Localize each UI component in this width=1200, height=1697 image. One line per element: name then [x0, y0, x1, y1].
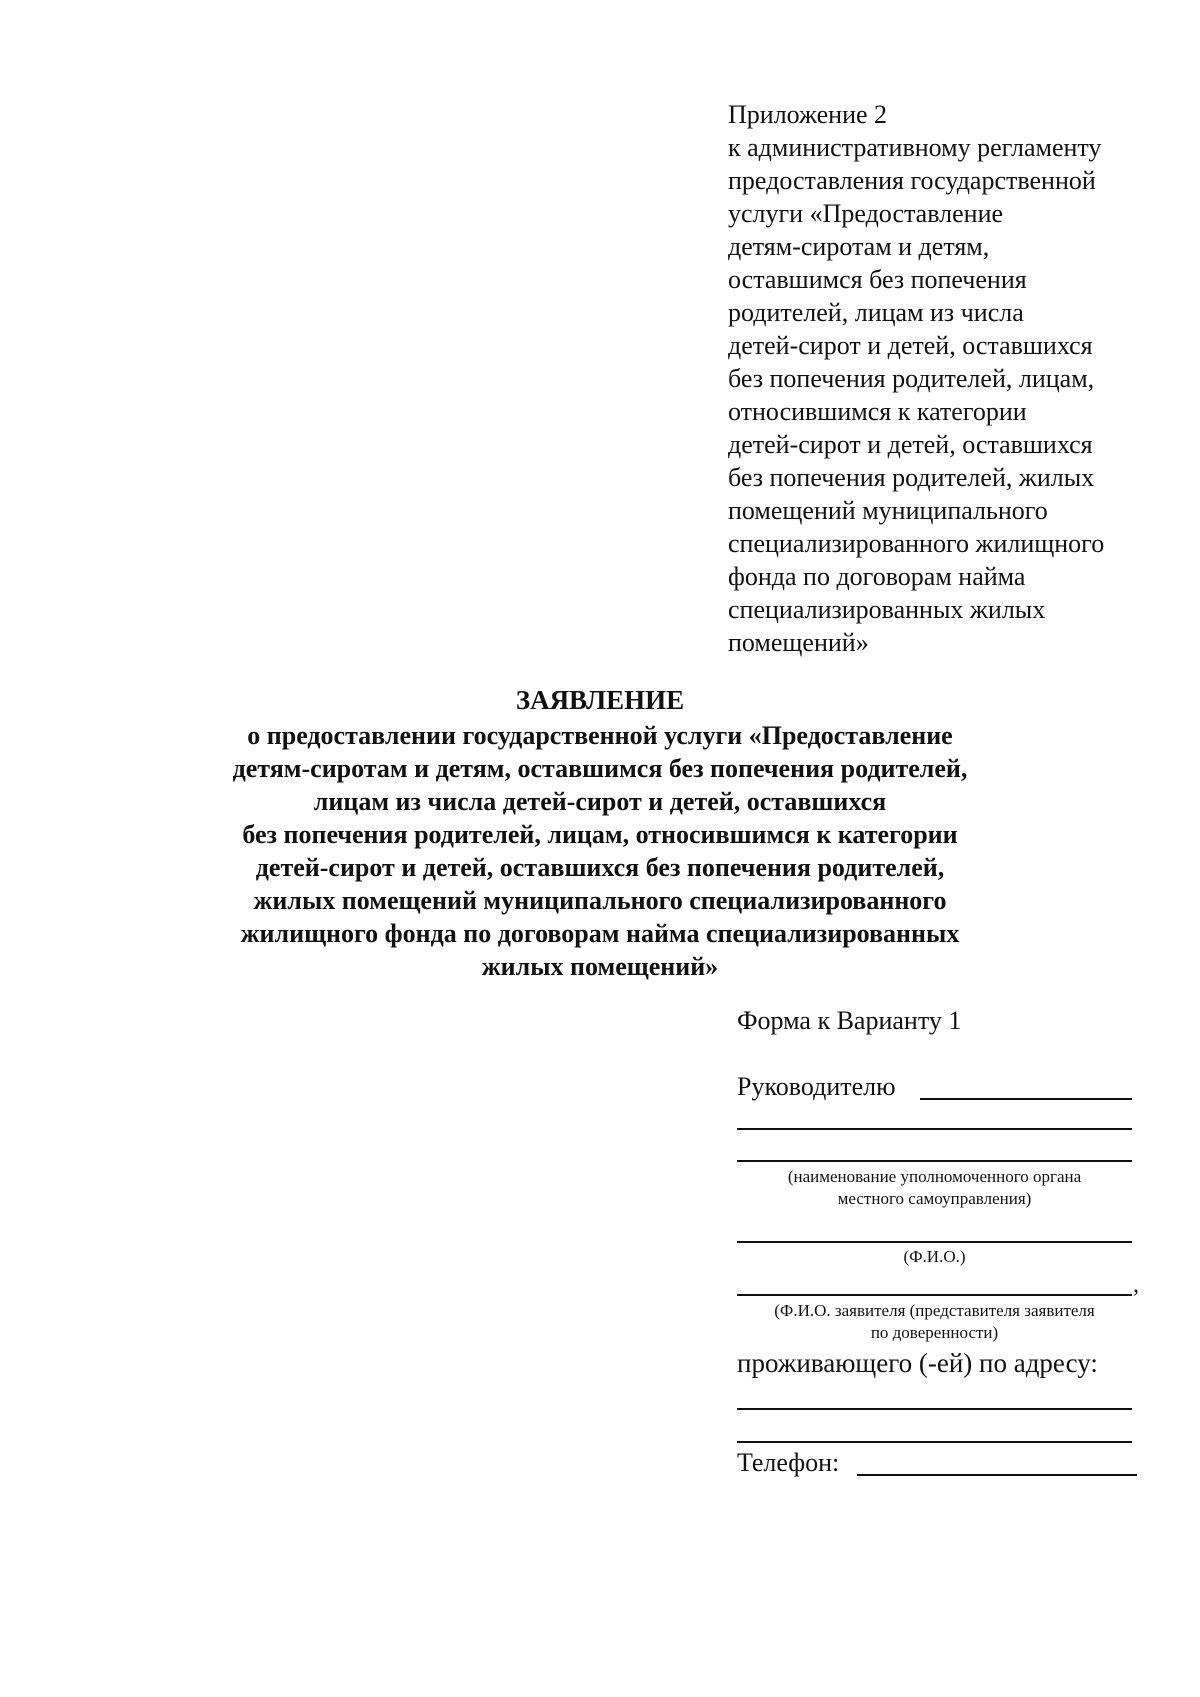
heading-line: о предоставлении государственной услуги «Предоставление	[247, 721, 953, 750]
appendix-line: специализированных жилых	[728, 595, 1046, 624]
appendix-line: детей-сирот и детей, оставшихся	[728, 430, 1093, 459]
appendix-line: без попечения родителей, жилых	[728, 463, 1095, 492]
appendix-line: оставшимся без попечения	[728, 265, 1027, 294]
caption-line: по доверенности)	[870, 1323, 999, 1342]
heading-line: детей-сирот и детей, оставшихся без попечения родителей,	[255, 853, 945, 882]
appendix-line: предоставления государственной	[728, 166, 1096, 195]
appendix-line: детям-сиротам и детям,	[728, 232, 990, 261]
applicant-fio-field[interactable]	[737, 1294, 1132, 1296]
heading-line: лицам из числа детей-сирот и детей, оставшихся	[313, 787, 887, 816]
appendix-line: Приложение 2	[728, 100, 888, 129]
appendix-block	[728, 98, 1198, 659]
heading-line: жилых помещений»	[481, 952, 719, 981]
head-fio-field[interactable]	[737, 1241, 1132, 1243]
caption-line: местного самоуправления)	[837, 1189, 1032, 1208]
authority-name-field-1[interactable]	[737, 1128, 1132, 1130]
phone-label: Телефон:	[737, 1448, 840, 1477]
authority-name-field-2[interactable]	[737, 1160, 1132, 1162]
heading-line: жилищного фонда по договорам найма специализированных	[240, 919, 960, 948]
document-title: ЗАЯВЛЕНИЕ	[515, 685, 685, 715]
applicant-caption	[737, 1300, 1132, 1344]
fio-caption: (Ф.И.О.)	[903, 1247, 966, 1266]
appendix-line: услуги «Предоставление	[728, 199, 1004, 228]
address-field-2[interactable]	[737, 1441, 1132, 1443]
appendix-line: детей-сирот и детей, оставшихся	[728, 331, 1093, 360]
variant-label: Форма к Варианту 1	[737, 1006, 962, 1035]
appendix-line: родителей, лицам из числа	[728, 298, 1024, 327]
heading-line: жилых помещений муниципального специализированного	[253, 886, 947, 915]
authority-caption	[737, 1166, 1132, 1210]
appendix-line: относившимся к категории	[728, 397, 1027, 426]
address-label: проживающего (-ей) по адресу:	[737, 1348, 1098, 1378]
address-field-1[interactable]	[737, 1408, 1132, 1410]
appendix-line: помещений»	[728, 628, 869, 657]
appendix-line: без попечения родителей, лицам,	[728, 364, 1095, 393]
heading-line: без попечения родителей, лицам, относившимся к категории	[242, 820, 958, 849]
appendix-line: помещений муниципального	[728, 496, 1048, 525]
applicant-comma: ,	[1133, 1272, 1139, 1298]
appendix-line: фонда по договорам найма	[728, 562, 1026, 591]
phone-field[interactable]	[857, 1474, 1137, 1476]
appendix-line: к административному регламенту	[728, 133, 1102, 162]
head-name-field[interactable]	[920, 1098, 1132, 1100]
caption-line: (наименование уполномоченного органа	[787, 1167, 1082, 1186]
head-label: Руководителю	[737, 1072, 896, 1101]
heading-line: детям-сиротам и детям, оставшимся без попечения родителей,	[232, 754, 968, 783]
appendix-line: специализированного жилищного	[728, 529, 1105, 558]
application-heading	[0, 684, 1200, 983]
caption-line: (Ф.И.О. заявителя (представителя заявителя	[774, 1301, 1095, 1320]
